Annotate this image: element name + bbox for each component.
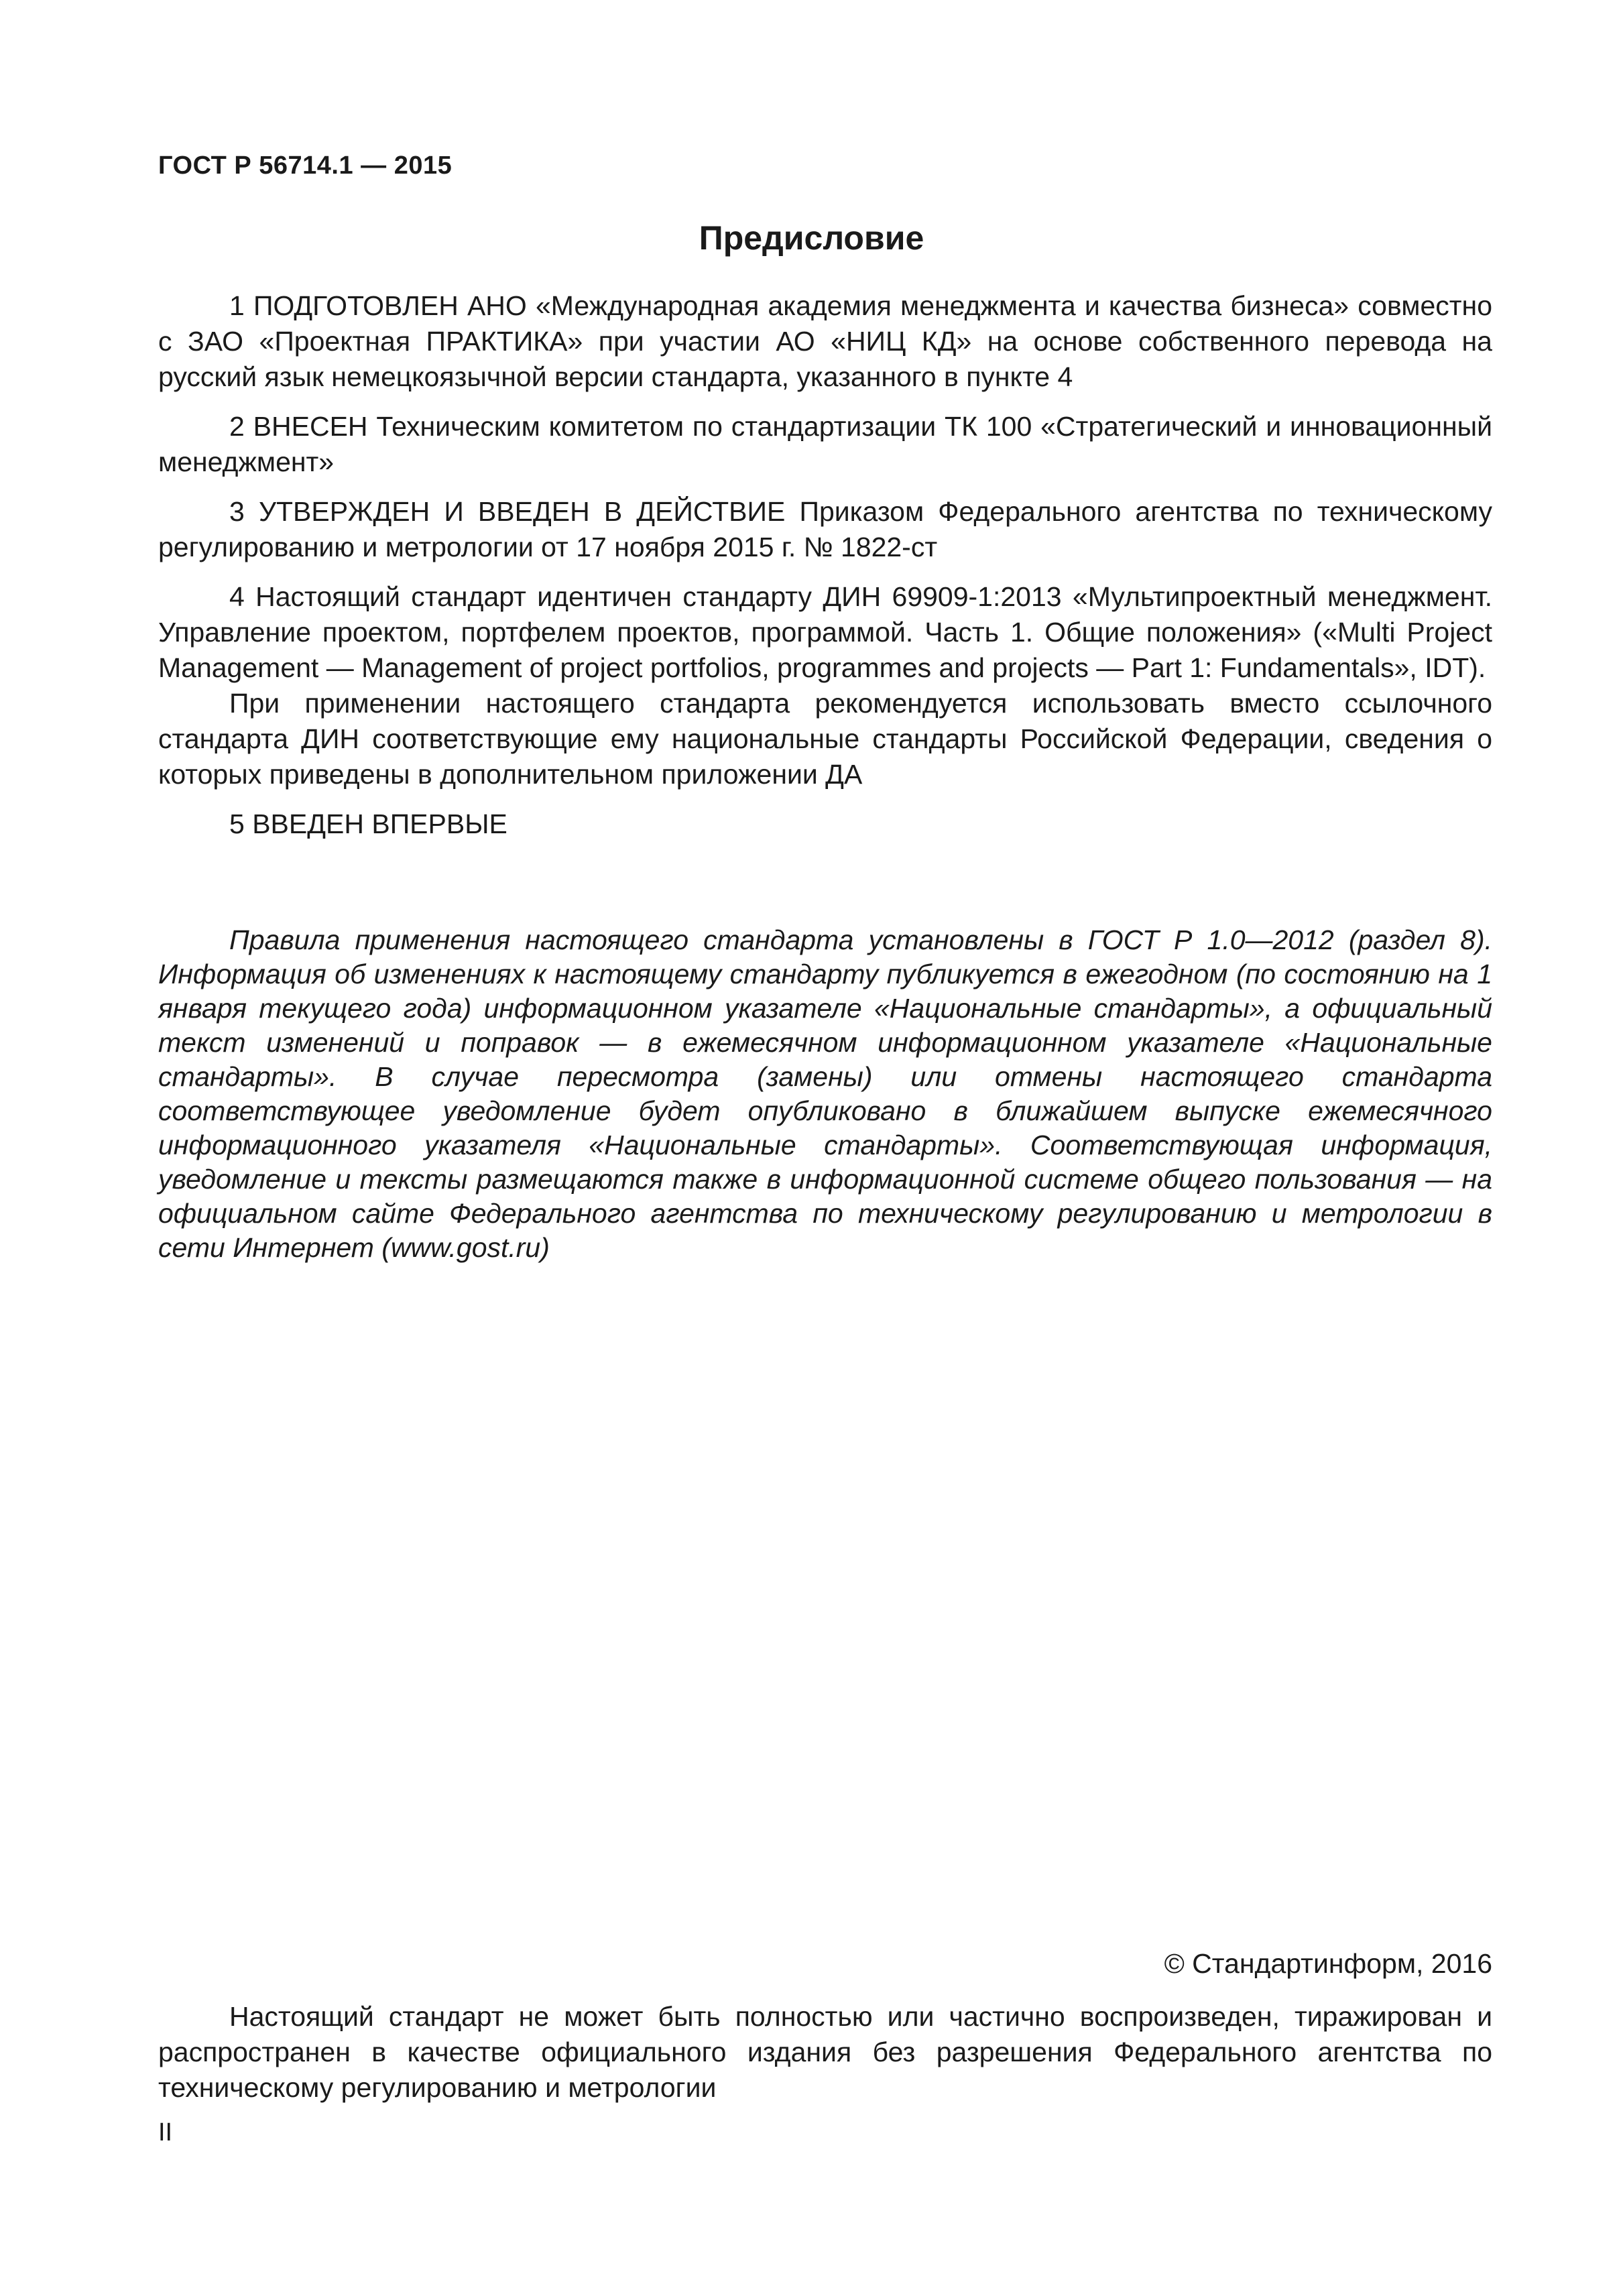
foreword-item-2: 2 ВНЕСЕН Техническим комитетом по стандартизации ТК 100 «Стратегический и инновационный менеджмент»: [158, 411, 1492, 477]
foreword-item-5: 5 ВВЕДЕН ВПЕРВЫЕ: [229, 808, 507, 839]
copyright-line: © Стандартинформ, 2016: [1164, 1948, 1492, 1979]
foreword-body: [158, 288, 1492, 856]
foreword-item-3: 3 УТВЕРЖДЕН И ВВЕДЕН В ДЕЙСТВИЕ Приказом Федерального агентства по техническому регулированию и метрологии от 17 ноября 2015 г. № 1822-ст: [158, 496, 1492, 562]
foreword-item-1: 1 ПОДГОТОВЛЕН АНО «Международная академия менеджмента и качества бизнеса» совместно с ЗАО «Проектная ПРАКТИКА» при участии АО «НИЦ КД» на основе собственного перевода на русский язык немецкоязычной версии стандарта, указанного в пункте 4: [158, 290, 1492, 392]
application-rules-notice: Правила применения настоящего стандарта установлены в ГОСТ Р 1.0—2012 (раздел 8). Информация об изменениях к настоящему стандарту публикуется в ежегодном (по состоянию на 1 января текущего года) информационном указателе «Национальные стандарты», а официальный текст изменений и поправок — в ежемесячном информационном указателе «Национальные стандарты». В случае пересмотра (замены) или отмены настоящего стандарта соответствующее уведомление будет опубликовано в ближайшем выпуске ежемесячного информационного указателя «Национальные стандарты». Соответствующая информация, уведомление и тексты размещаются также в информационной системе общего пользования — на официальном сайте Федерального агентства по техническому регулированию и метрологии в сети Интернет (www.gost.ru): [158, 924, 1492, 1263]
section-title: Предисловие: [699, 219, 924, 257]
reprint-restriction-notice: Настоящий стандарт не может быть полностью или частично воспроизведен, тиражирован и распространен в качестве официального издания без разрешения Федерального агентства по техническому регулированию и метрологии: [158, 2001, 1492, 2103]
document-code: ГОСТ Р 56714.1 — 2015: [158, 152, 453, 180]
foreword-item-4: 4 Настоящий стандарт идентичен стандарту ДИН 69909-1:2013 «Мультипроектный менеджмент. Управление проектом, портфелем проектов, программой. Часть 1. Общие положения» («Multi Project Management — Management of project portfolios, programmes and projects — Part 1: Fundamentals», IDT).: [158, 581, 1492, 683]
foreword-item-4-note: При применении настоящего стандарта рекомендуется использовать вместо ссылочного стандарта ДИН соответствующие ему национальные стандарты Российской Федерации, сведения о которых приведены в дополнительном приложении ДА: [158, 688, 1492, 790]
page-number: II: [158, 2118, 173, 2147]
